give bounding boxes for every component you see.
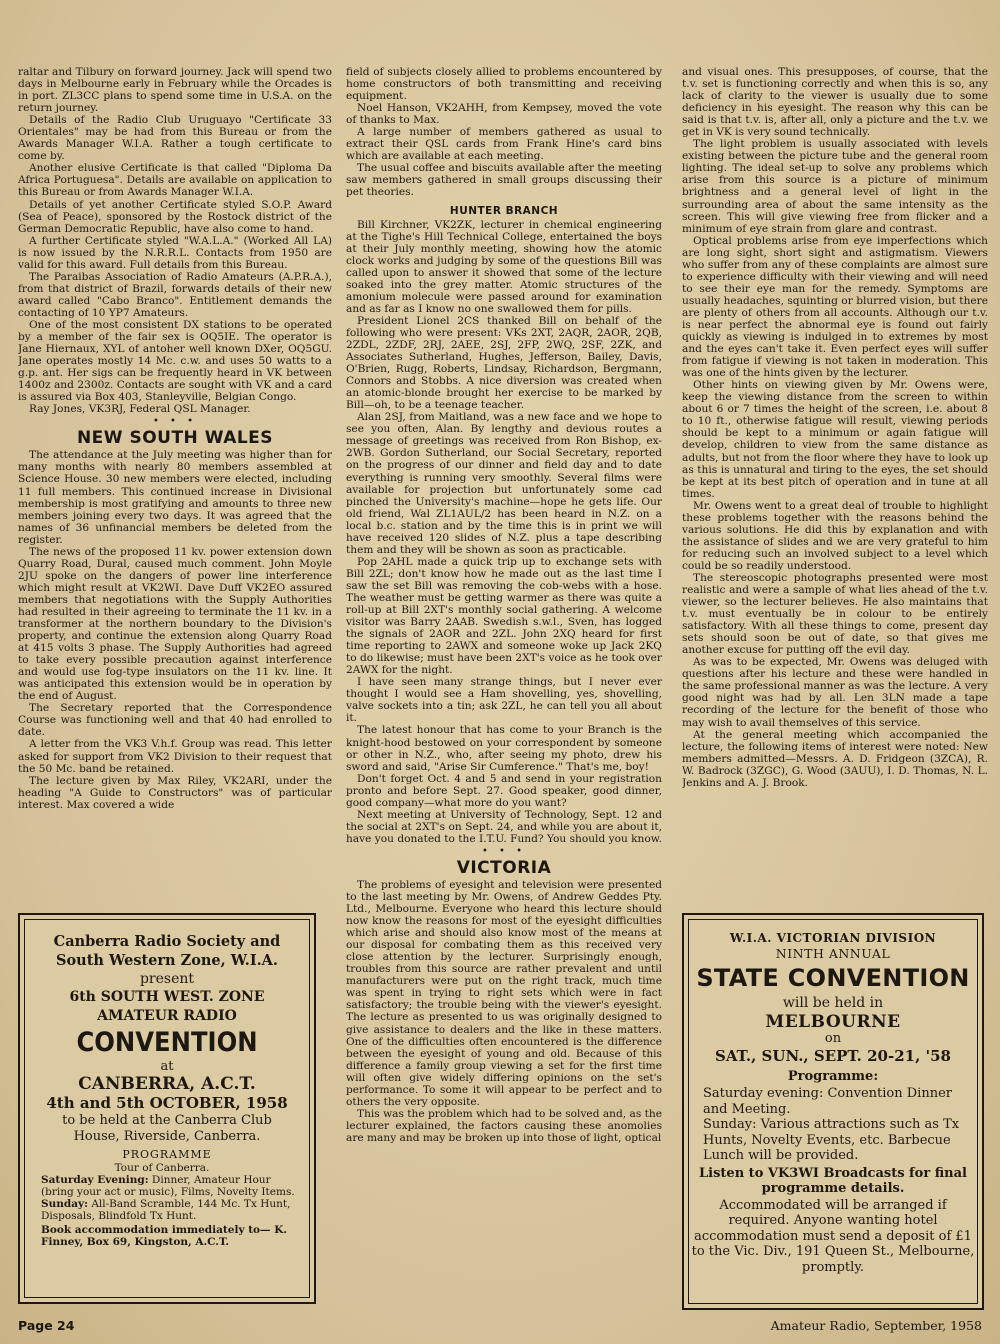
paragraph: The stereoscopic photographs presented were most realistic and were a sample of what lies ahead of the t.v. viewer, so the lecturer believes. He also maintains that t.v. must eventually be in colour to be entirely satisfactory. With all these things to come, present day sets should soon be out of date, so that gives me another excuse for putting off the evil day. — [682, 571, 988, 657]
ad-label: Sunday: — [41, 1198, 88, 1210]
section-divider: • • • — [152, 416, 198, 428]
section-heading-hunter: HUNTER BRANCH — [449, 204, 559, 217]
signoff: Ray Jones, VK3RJ, Federal QSL Manager. — [29, 403, 251, 416]
ad-programme-heading: Programme: — [787, 1069, 879, 1084]
paragraph: The attendance at the July meeting was higher than for many months with nearly 80 members assembled at Science House. 30 new members were elected, including 11 full members. This continued increase in Divisional membership is most gratifying and amounts to three new members joining every two days. It was agreed that the names of 36 unfinancial members be deleted from the register. — [18, 449, 332, 546]
ad-line: Canberra Radio Society and — [53, 933, 281, 950]
publication-footer: Amateur Radio, September, 1958 — [770, 1318, 982, 1333]
paragraph: The problems of eyesight and television were presented to the last meeting by Mr. Owens, of Andrew Geddes Pty. Ltd., Melbourne. Everyone who heard this lecture should now know the reasons for most of the eyesight difficulties which arise and should also know most of the means at our disposal for combating them as this received very close attention by the lecturer. Surprisingly enough, troubles from this source are rather prevalent and until manufacturers were put on the right track, much time was spent in trying to right sets which were in fact satisfactory; the trouble being with the viewer's eyesight. The lecture as presented to us was originally designed to give assistance to dealers and the like in these matters. One of the difficulties often encountered is the difference between the eyesight of young and old. Because of this difference a family group viewing a set for the first time will often give widely differing opinions on the set's performance. To some it will appear to be perfect and to others the very opposite. — [346, 878, 662, 1108]
ad-saturday: Saturday evening: Convention Dinner and Meeting. — [703, 1086, 952, 1117]
ad-headline: CONVENTION — [76, 1027, 258, 1058]
ad-text: Dinner, Amateur Hour (bring your act or music), Films, Novelty Items. — [41, 1174, 295, 1198]
paragraph: The Secretary reported that the Correspondence Course was functioning well and that 40 had enrolled to date. — [18, 702, 332, 739]
paragraph: Other hints on viewing given by Mr. Owens were, keep the viewing distance from the screen to within about 6 or 7 times the height of the screen, i.e. about 8 to 10 ft., otherwise fatigue will result, viewing periods should be kept to a minimum or again fatigue will develop, children to view from the same distance as adults, but not from the floor where they have to look up as this is unnatural and tiring to the eyes, the set should be kept at its best pitch of operation and in tune at all times. — [682, 379, 988, 500]
ad-sunday: Sunday: Various attractions such as Tx Hunts, Novelty Events, etc. Barbecue Lunch will be provided. — [703, 1117, 960, 1163]
paragraph: Next meeting at University of Technology, Sept. 12 and the social at 2XT's on Sept. 24, and while you are about it, have you donated to the I.T.U. Fund? You should you know. — [346, 808, 662, 845]
ad-line: at — [160, 1059, 174, 1074]
ad-sunday — [25, 1198, 309, 1222]
ad-line: Tour of Canberra. — [114, 1162, 210, 1174]
paragraph: Details of yet another Certificate styled S.O.P. Award (Sea of Peace), sponsored by the Rostock district of the German Democratic Republic, have also come to hand. — [18, 198, 332, 235]
ad-line: House, Riverside, Canberra. — [73, 1129, 261, 1144]
ad-line: present — [139, 971, 195, 987]
column-middle — [346, 66, 662, 1328]
paragraph: raltar and Tilbury on forward journey. Jack will spend two days in Melbourne early in February while the Orcades is in port. ZL3CC plans to spend some time in U.S.A. on the return journey. — [18, 66, 332, 115]
column-right — [682, 66, 988, 921]
ad-line: NINTH ANNUAL — [775, 946, 891, 961]
victorian-convention-ad — [682, 913, 984, 1310]
paragraph: Optical problems arise from eye imperfections which are long sight, short sight and astigmatism. Viewers who suffer from any of these complaints are almost sure to experience difficulty with their viewing and will need to see their eye man for the remedy. Symptoms are usually headaches, squinting or blurred vision, but there are plenty of others from all accounts. Although our t.v. is near perfect the abnormal eye is found out fairly quickly as viewing is indulged in to extremes by most and the eyes can't take it. Even perfect eyes will suffer from fatigue if viewing is not taken in moderation. This was one of the hints given by the lecturer. — [682, 234, 988, 380]
paragraph: Noel Hanson, VK2AHH, from Kempsey, moved the vote of thanks to Max. — [346, 102, 662, 127]
ad-label: Saturday Evening: — [41, 1174, 149, 1186]
ad-accommodation: Accommodated will be arranged if required. Anyone wanting hotel accommodation must send a deposit of £1 to the Vic. Div., 191 Queen St., Melbourne, promptly. — [691, 1197, 975, 1275]
section-heading-victoria: VICTORIA — [456, 857, 552, 878]
paragraph: Don't forget Oct. 4 and 5 and send in your registration pronto and before Sept. 27. Good speaker, good dinner, good company—what more do you want? — [346, 772, 662, 809]
paragraph: I have seen many strange things, but I never ever thought I would see a Ham shovelling, yes, shovelling, valve sockets into a tin; ask 2ZL, he can tell you all about it. — [346, 676, 662, 725]
ad-headline: STATE CONVENTION — [696, 964, 970, 992]
paragraph: The light problem is usually associated with levels existing between the picture tube and the general room lighting. The ideal set-up to solve any problems which arise from this source is a picture of minimum brightness and a general level of light in the surrounding area of about the same intensity as the screen. This will give viewing free from flicker and a minimum of eye strain from glare and contrast. — [682, 138, 988, 235]
ad-dates: SAT., SUN., SEPT. 20-21, '58 — [715, 1047, 951, 1065]
ad-line: AMATEUR RADIO — [97, 1008, 237, 1024]
paragraph: The news of the proposed 11 kv. power extension down Quarry Road, Dural, caused much comment. John Moyle 2JU spoke on the dangers of power line interference which might result at VK2WI. Dave Duff VK2EO assured members that negotiations with the Supply Authorities had resulted in their agreeing to terminate the 11 kv. in a transformer at the northern boundary to the Division's property, and continue the extension along Quarry Road at 415 volts 3 phase. The Supply Authorities had agreed to take every possible precaution against interference and would use fog-type insulators on the 11 kv. line. It was anticipated this extension would be in operation by the end of August. — [18, 545, 332, 703]
paragraph: Mr. Owens went to a great deal of trouble to highlight these problems together with the reasons behind the various solutions. He did this by explanation and with the assistance of slides and we are very grateful to him for reducing such an involved subject to a level which could be so readily understood. — [682, 499, 988, 572]
canberra-convention-ad — [18, 913, 316, 1304]
paragraph: A further Certificate styled "W.A.L.A." (Worked All LA) is now issued by the N.R.R.L. Contacts from 1950 are valid for this award. Full details from this Bureau. — [18, 234, 332, 271]
ad-line: on — [824, 1031, 842, 1046]
paragraph: The lecture given by Max Riley, VK2ARI, under the heading "A Guide to Constructors" was of particular interest. Max covered a wide — [18, 774, 332, 811]
section-heading-nsw: NEW SOUTH WALES — [76, 428, 274, 449]
ad-line: to be held at the Canberra Club — [62, 1113, 272, 1128]
paragraph: As was to be expected, Mr. Owens was deluged with questions after his lecture and these were handled in the same professional manner as was the lecture. A very good night was had by all. Len 3LN made a tape recording of the lecture for the benefit of those who may wish to avail themselves of this service. — [682, 656, 988, 729]
ad-border — [24, 919, 310, 1298]
ad-location: CANBERRA, A.C.T. — [78, 1074, 256, 1094]
section-divider: • • • — [481, 845, 527, 857]
ad-line: South Western Zone, W.I.A. — [56, 952, 278, 969]
ad-border — [688, 919, 978, 1304]
paragraph: The latest honour that has come to your Branch is the knight-hood bestowed on your correspondent by someone or other in N.Z., who, after seeing my photo, drew his sword and said, "Arise Sir Cumference." That's me, boy! — [346, 724, 662, 773]
ad-listen: Listen to VK3WI Broadcasts for final programme details. — [699, 1165, 967, 1196]
ad-text: All-Band Scramble, 144 Mc. Tx Hunt, Disposals, Blindfold Tx Hunt. — [41, 1198, 291, 1222]
paragraph: Bill Kirchner, VK2ZK, lecturer in chemical engineering at the Tighe's Hill Technical College, entertained the boys at their July monthly meeting, showing how the atomic clock works and judging by some of the questions Bill was called upon to answer it showed that some of the lecture soaked into the grey matter. Atomic structures of the amonium molecule were passed around for examination and as far as I know no one swallowed them for pills. — [346, 218, 662, 315]
paragraph: and visual ones. This presupposes, of course, that the t.v. set is functioning correctly and when this is so, any lack of clarity to the viewer is usually due to some deficiency in his eyesight. The reason why this can be said is that t.v. is, after all, only a picture and the t.v. we get in VK is very sound technically. — [682, 66, 988, 139]
ad-programme-heading: PROGRAMME — [122, 1148, 212, 1161]
ad-line: W.I.A. VICTORIAN DIVISION — [729, 931, 937, 945]
paragraph: Alan 2SJ, from Maitland, was a new face and we hope to see you often, Alan. By lengthy and devious routes a message of greetings was received from Ron Bishop, ex-2WB. Gordon Sutherland, our Social Secretary, reported on the progress of our dinner and field day and to date everything is running very smoothly. Several films were available for projection but unfortunately some cad pinched the University's machine—hope he gets life. Our old friend, Wal ZL1AUL/2 has been heard in N.Z. on a local b.c. station and by the time this is in print we will have received 120 slides of N.Z. plus a tape describing them and they will be shown as soon as practicable. — [346, 411, 662, 556]
paragraph: field of subjects closely allied to problems encountered by home constructors of both transmitting and receiving equipment. — [346, 66, 662, 103]
paragraph: Details of the Radio Club Uruguayo "Certificate 33 Orientales" may be had from this Bureau or from the Awards Manager W.I.A. Rather a tough certificate to come by. — [18, 114, 332, 163]
page-number: Page 24 — [18, 1318, 75, 1333]
paragraph: This was the problem which had to be solved and, as the lecturer explained, the factors causing these anomolies are many and may be broken up into those of light, optical — [346, 1107, 662, 1144]
ad-location: MELBOURNE — [765, 1012, 901, 1032]
ad-line: will be held in — [782, 995, 884, 1011]
paragraph: President Lionel 2CS thanked Bill on behalf of the following who were present: VKs 2XT, 2AQR, 2AOR, 2QB, 2ZDL, 2ZDF, 2RJ, 2AEE, 2SJ, 2FP, 2WQ, 2SF, 2ZK, and Associates Sutherland, Hughes, Jefferson, Bailey, Davis, O'Brien, Rugg, Roberts, Lindsay, Richardson, Bergmann, Connors and Stobbs. A nice diversion was created when an atomic-blonde brought her exercise to be marked by Bill—oh, to be a teenage teacher. — [346, 314, 662, 412]
paragraph: One of the most consistent DX stations to be operated by a member of the fair sex is OQ5IE. The operator is Jane Hiernaux, XYL of antoher well known DXer, OQ5GU. Jane operates mostly 14 Mc. c.w. and uses 50 watts to a g.p. ant. Her sigs can be frequently heard in VK between 1400z and 2300z. Contacts are sought with VK and a card is assured via Box 403, Stanleyville, Belgian Congo. — [18, 318, 332, 404]
paragraph: Pop 2AHL made a quick trip up to exchange sets with Bill 2ZL; don't know how he made out as the last time I saw the set Bill was removing the cob-webs with a hose. The weather must be getting warmer as there was quite a roll-up at Bill 2XT's monthly social gathering. A welcome visitor was Barry 2AAB. Swedish s.w.l., Sven, has logged the signals of 2AOR and 2ZL. John 2XQ heard for first time reporting to 2AWX and someone woke up Jack 2KQ to do likewise; must have been 2XT's voice as he took over 2AWX for the night. — [346, 555, 662, 677]
ad-dates: 4th and 5th OCTOBER, 1958 — [46, 1094, 288, 1112]
paragraph: The Paraibas Association of Radio Amateurs (A.P.R.A.), from that district of Brazil, forwards details of their new award called "Cabo Branco". Entitlement demands the contacting of 10 YP7 Amateurs. — [18, 270, 332, 319]
ad-saturday — [25, 1174, 309, 1198]
column-left — [18, 66, 332, 896]
paragraph: Another elusive Certificate is that called "Diploma Da Africa Portuguesa". Details are available on application to this Bureau or from Awards Manager W.I.A. — [18, 162, 332, 199]
ad-booking: Book accommodation immediately to— K. Finney, Box 69, Kingston, A.C.T. — [41, 1224, 287, 1248]
paragraph: At the general meeting which accompanied the lecture, the following items of interest were noted: New members admitted—Messrs. A. D. Fridgeon (3ZCA), R. W. Badrock (3ZGC), G. Wood (3AUU), I. D. Thomas, N. L. Jenkins and A. J. Brook. — [682, 728, 988, 789]
ad-line: 6th SOUTH WEST. ZONE — [69, 989, 265, 1005]
paragraph: A large number of members gathered as usual to extract their QSL cards from Frank Hine's card bins which are available at each meeting. — [346, 126, 662, 163]
paragraph: The usual coffee and biscuits available after the meeting saw members gathered in small groups discussing their pet theories. — [346, 162, 662, 199]
paragraph: A letter from the VK3 V.h.f. Group was read. This letter asked for support from VK2 Division to their request that the 50 Mc. band be retained. — [18, 738, 332, 775]
